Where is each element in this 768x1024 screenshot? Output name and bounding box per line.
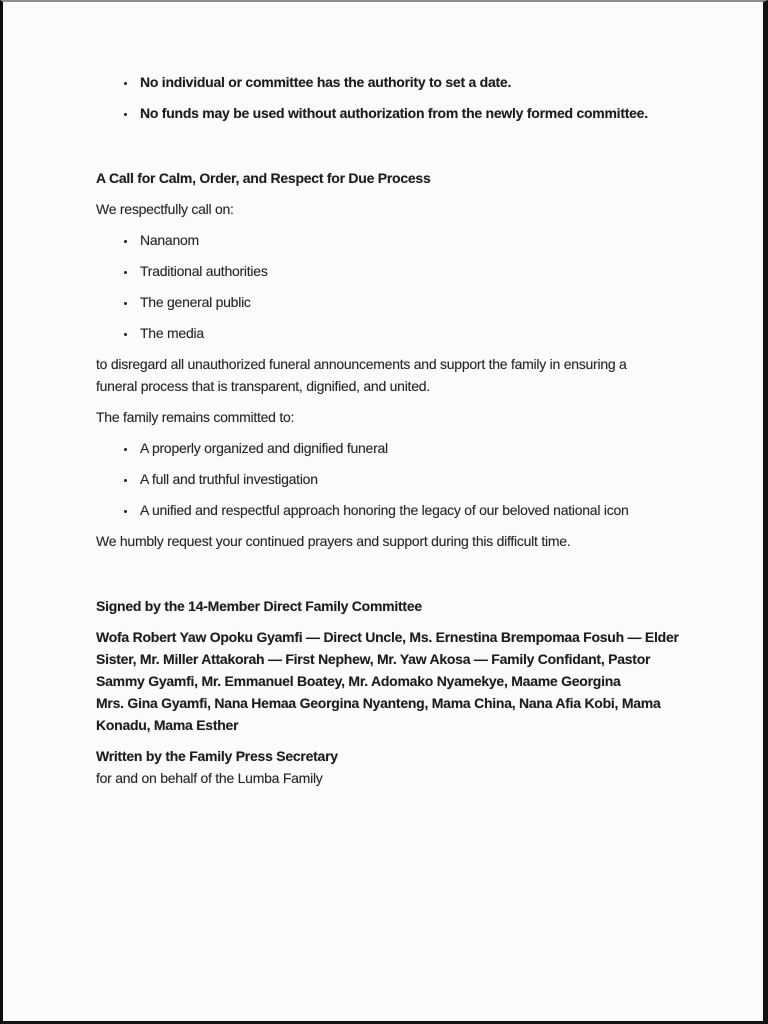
names-line: Wofa Robert Yaw Opoku Gyamfi — Direct Uncle, Ms. Ernestina Brempomaa Fosuh — Elder	[96, 629, 679, 645]
paragraph-line: funeral process that is transparent, dignified, and united.	[96, 378, 430, 394]
paragraph-written-by	[96, 745, 703, 789]
paragraph-commitment-intro: The family remains committed to:	[96, 409, 295, 425]
names-line: Sister, Mr. Miller Attakorah — First Nephew, Mr. Yaw Akosa — Family Confidant, Pastor	[96, 651, 651, 667]
list-item: • No individual or committee has the authority to set a date.	[137, 71, 703, 93]
paragraph-call-intro: We respectfully call on:	[96, 201, 234, 217]
call-on-list	[96, 229, 703, 344]
paragraph-prayers-request: We humbly request your continued prayers and support during this difficult time.	[96, 533, 571, 549]
on-behalf-line: for and on behalf of the Lumba Family	[96, 770, 323, 786]
directives-list	[96, 71, 703, 124]
written-by-line: Written by the Family Press Secretary	[96, 748, 338, 764]
list-item: • The general public	[137, 291, 703, 313]
paragraph-line: to disregard all unauthorized funeral announcements and support the family in ensuring a	[96, 356, 627, 372]
list-item: • Traditional authorities	[137, 260, 703, 282]
list-item: • No funds may be used without authorization from the newly formed committee.	[137, 102, 703, 124]
paragraph-committee-names	[96, 626, 703, 736]
list-item: • A unified and respectful approach honoring the legacy of our beloved national icon	[137, 499, 703, 521]
section-heading-signed-by: Signed by the 14-Member Direct Family Committee	[96, 598, 422, 614]
section-heading-call-for-calm: A Call for Calm, Order, and Respect for Due Process	[96, 170, 431, 186]
commitment-list	[96, 437, 703, 521]
list-item: • A full and truthful investigation	[137, 468, 703, 490]
list-item: • The media	[137, 322, 703, 344]
names-line: Konadu, Mama Esther	[96, 717, 239, 733]
names-line: Sammy Gyamfi, Mr. Emmanuel Boatey, Mr. Adomako Nyamekye, Maame Georgina	[96, 673, 621, 689]
names-line: Mrs. Gina Gyamfi, Nana Hemaa Georgina Nyanteng, Mama China, Nana Afia Kobi, Mama	[96, 695, 661, 711]
list-item: • A properly organized and dignified funeral	[137, 437, 703, 459]
paragraph-disregard	[96, 353, 703, 397]
document-page	[3, 2, 763, 1021]
list-item: • Nananom	[137, 229, 703, 251]
